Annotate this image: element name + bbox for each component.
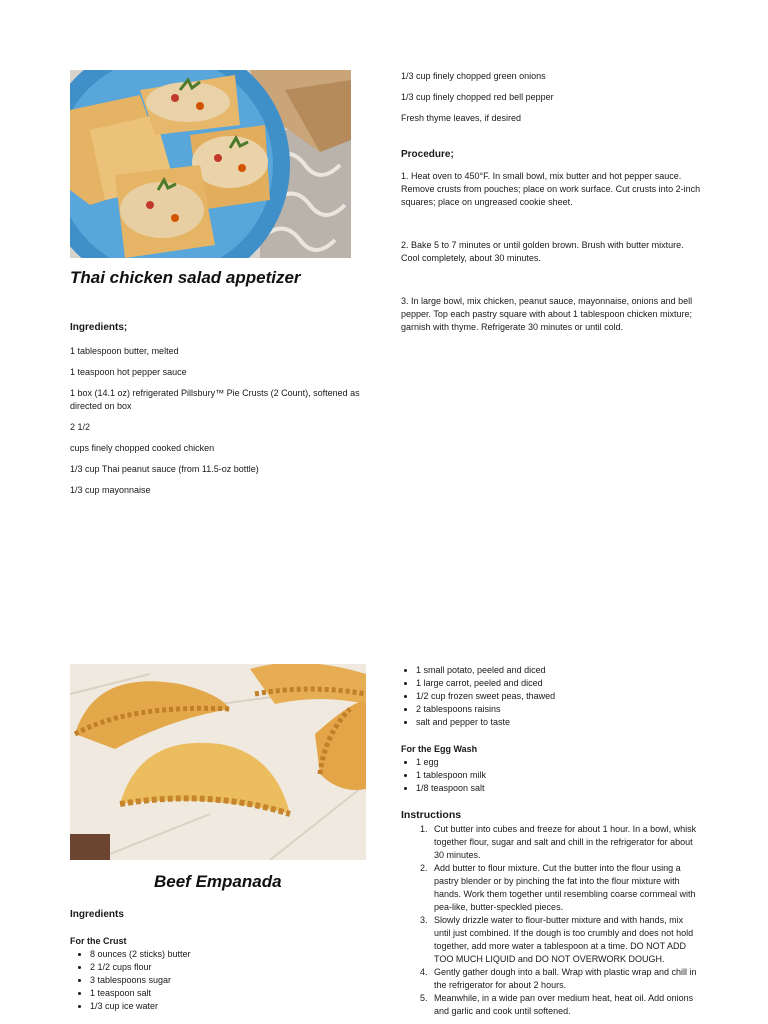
list-item: • 1/2 cup frozen sweet peas, thawed [416,690,702,703]
recipe2-ingredients-heading: Ingredients [70,909,124,920]
recipe1-ingredients [70,322,370,505]
list-item: • 1/3 cup ice water [90,1000,370,1013]
instruction-step: 3. Slowly drizzle water to flour-butter mixture and with hands, mix until just combined. If the dough is too crumbly and does not hold together, add more water a tablespoon at a time. DO NOT ADD TOO MUCH LIQUID and DO NOT OVERWORK DOUGH. [430,914,702,966]
ingredient-item: 1 teaspoon hot pepper sauce [70,367,187,377]
list-item: • 1 egg [416,756,702,769]
list-item: • 2 tablespoons raisins [416,703,702,716]
recipe2-title: Beef Empanada [154,872,282,891]
instruction-step: 1. Cut butter into cubes and freeze for about 1 hour. In a bowl, whisk together flour, sugar and salt and chill in the refrigerator for about 30 minutes. [430,823,702,862]
crust-list [70,948,370,1013]
list-item: • 8 ounces (2 sticks) butter [90,948,370,961]
instructions-list [396,823,702,1018]
recipe2-title-wrap [154,872,282,892]
beef-empanada-photo [70,664,366,860]
procedure-step: 1. Heat oven to 450°F. In small bowl, mix butter and hot pepper sauce. Remove crusts from pouches; place on work surface. Cut crusts into 2-inch squares; place on ungreased cookie sheet. [401,171,701,207]
ingredient-item: 1 box (14.1 oz) refrigerated Pillsbury™ Pie Crusts (2 Count), softened as directed on box [70,388,360,411]
list-item: • 3 tablespoons sugar [90,974,370,987]
list-item: • 1 small potato, peeled and diced [416,664,702,677]
beef-empanada-illustration [70,664,366,860]
ingredient-item: 2 1/2 [70,422,91,432]
thai-chicken-appetizer-illustration [70,70,351,258]
ingredient-item: 1/3 cup finely chopped red bell pepper [401,92,554,102]
recipe2-ingredients [70,909,370,1013]
ingredient-item: cups finely chopped cooked chicken [70,443,215,453]
list-item: • 1 large carrot, peeled and diced [416,677,702,690]
recipe2-right-column [396,664,702,1018]
ingredient-item: 1 tablespoon butter, melted [70,346,179,356]
instructions-heading: Instructions [401,809,462,821]
recipe1-title-wrap [70,268,301,288]
instruction-step: 4. Gently gather dough into a ball. Wrap with plastic wrap and chill in the refrigerator for about 2 hours. [430,966,702,992]
procedure-step: 3. In large bowl, mix chicken, peanut sauce, mayonnaise, onions and bell pepper. Top each pastry square with about 1 tablespoon chicken mixture; garnish with thyme. Refrigerate 30 minutes or until cold. [401,296,693,332]
thai-chicken-appetizer-photo [70,70,351,258]
recipe1-right-column [401,70,701,334]
list-item: • salt and pepper to taste [416,716,702,729]
procedure-step: 2. Bake 5 to 7 minutes or until golden brown. Brush with butter mixture. Cool completely, about 30 minutes. [401,240,684,263]
list-item: • 2 1/2 cups flour [90,961,370,974]
ingredient-item: Fresh thyme leaves, if desired [401,113,522,123]
filling-list [396,664,702,729]
ingredient-item: 1/3 cup finely chopped green onions [401,71,546,81]
instruction-step: 5. Meanwhile, in a wide pan over medium heat, heat oil. Add onions and garlic and cook until softened. [430,992,702,1018]
egg-wash-list [396,756,702,795]
ingredient-item: 1/3 cup mayonnaise [70,485,151,495]
procedure-heading: Procedure; [401,149,454,160]
list-item: • 1 teaspoon salt [90,987,370,1000]
recipe1-ingredients-heading: Ingredients; [70,322,128,333]
list-item: • 1 tablespoon milk [416,769,702,782]
crust-heading: For the Crust [70,936,127,946]
instruction-step: 2. Add butter to flour mixture. Cut the butter into the flour using a pastry blender or by pinching the fat into the flour mixture with hands. Work them together until resembling coarse cornmeal with pea-like, butter-speckled pieces. [430,862,702,914]
egg-wash-heading: For the Egg Wash [401,744,478,754]
recipe1-title: Thai chicken salad appetizer [70,268,301,287]
ingredient-item: 1/3 cup Thai peanut sauce (from 11.5-oz bottle) [70,464,259,474]
list-item: • 1/8 teaspoon salt [416,782,702,795]
